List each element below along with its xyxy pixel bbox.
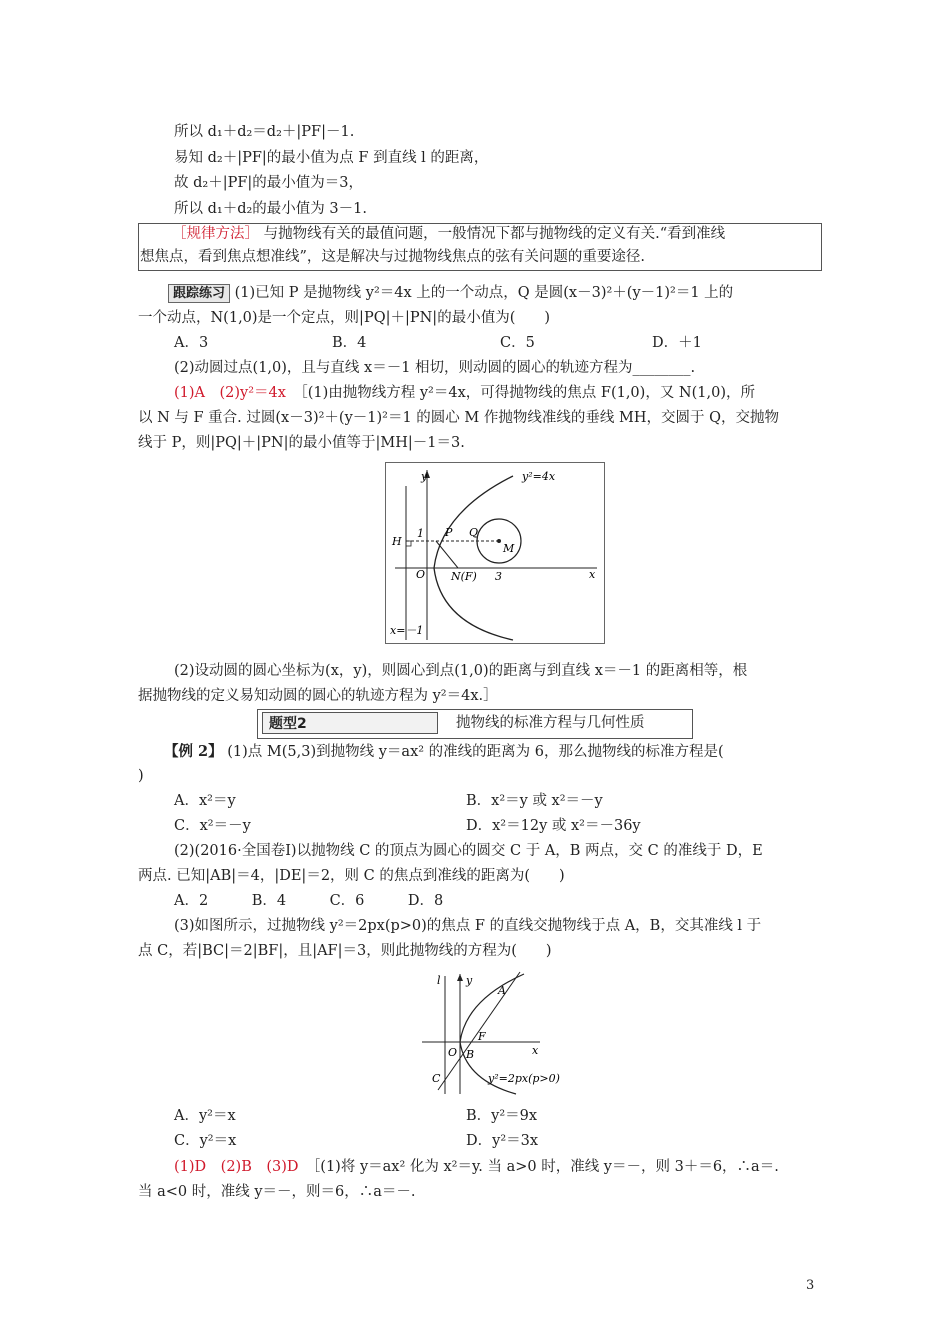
solution-text: ［(1)将 y＝ax² 化为 x²＝y. 当 a>0 时，准线 y＝－，则 3＋＝6，∴a＝. bbox=[313, 1159, 779, 1175]
option: C．x²＝－y bbox=[174, 818, 251, 834]
answer: (2)y²＝4x bbox=[219, 385, 286, 401]
origin-label: O bbox=[416, 568, 426, 581]
example-q3-line-1: (3)如图所示，过抛物线 y²＝2px(p>0)的焦点 F 的直线交抛物线于点 A，B，交其准线 l 于 bbox=[174, 918, 762, 934]
practice-solution-line-1 bbox=[174, 383, 755, 403]
practice-solution2-line-2: 据抛物线的定义易知动圆的圆心的轨迹方程为 y²＝4x.］ bbox=[138, 688, 498, 704]
method-text: 与抛物线有关的最值问题，一般情况下都与抛物线的定义有关.“看到准线 bbox=[259, 226, 726, 242]
page-number: 3 bbox=[806, 1278, 815, 1293]
text-line: 所以 d₁＋d₂的最小值为 3－1. bbox=[174, 201, 367, 217]
practice-solution-line-2: 以 N 与 F 重合. 过圆(x－3)²＋(y－1)²＝1 的圆心 M 作抛物线准线的垂线 MH，交圆于 Q，交抛物 bbox=[138, 410, 779, 426]
practice-q2: (2)动圆过点(1,0)，且与直线 x＝－1 相切，则动圆的圆心的轨迹方程为________. bbox=[174, 360, 696, 376]
example-q2-line-1: (2)(2016·全国卷Ⅰ)以抛物线 C 的顶点为圆心的圆交 C 于 A，B 两点，交 C 的准线于 D，E bbox=[174, 843, 763, 859]
y-axis-label: y bbox=[421, 470, 428, 483]
point-label-f: F bbox=[478, 1030, 486, 1043]
point-label-b: B bbox=[466, 1048, 475, 1061]
section-tag: 题型2 bbox=[262, 712, 438, 734]
practice-tag: 跟踪练习 bbox=[168, 284, 230, 303]
directrix-label: l bbox=[437, 974, 441, 987]
option: B．x²＝y 或 x²＝－y bbox=[466, 793, 603, 809]
tick-label: 3 bbox=[495, 570, 502, 583]
option: C．y²＝x bbox=[174, 1133, 237, 1149]
practice-line-1 bbox=[168, 283, 733, 303]
method-line-2: 想焦点，看到焦点想准线”，这是解决与过抛物线焦点的弦有关问题的重要途径. bbox=[140, 249, 646, 265]
option: D．y²＝3x bbox=[466, 1133, 539, 1149]
section-title: 抛物线的标准方程与几何性质 bbox=[456, 715, 645, 731]
example-line-1 bbox=[164, 742, 724, 762]
point-label-p: P bbox=[445, 526, 453, 539]
text-line: 故 d₂＋|PF|的最小值为＝3， bbox=[174, 175, 364, 191]
answer: (3)D bbox=[266, 1159, 299, 1175]
example-solution-line-1 bbox=[174, 1157, 779, 1177]
practice-solution-line-3: 线于 P，则|PQ|＋|PN|的最小值等于|MH|－1＝3. bbox=[138, 435, 465, 451]
method-label: ［规律方法］ bbox=[172, 226, 259, 242]
answer: (1)D bbox=[174, 1159, 207, 1175]
point-label-q: Q bbox=[469, 526, 479, 539]
practice-solution2-line-1: (2)设动圆的圆心坐标为(x，y)，则圆心到点(1,0)的距离与到直线 x＝－1 的距离相等，根 bbox=[174, 663, 748, 679]
curve-label: y²=4x bbox=[522, 470, 556, 483]
option: A．x²＝y bbox=[174, 793, 236, 809]
method-line-1 bbox=[172, 224, 725, 244]
option: A．3 bbox=[174, 335, 209, 351]
point-label-nf: N(F) bbox=[451, 570, 477, 583]
figure-parabola-focal-chord bbox=[420, 970, 570, 1096]
option: D．x²＝12y 或 x²＝－36y bbox=[466, 818, 641, 834]
x-axis-label: x bbox=[589, 568, 596, 581]
solution-text: ［(1)由抛物线方程 y²＝4x，可得抛物线的焦点 F(1,0)，又 N(1,0)，所 bbox=[300, 385, 755, 401]
directrix-label: x=－1 bbox=[390, 624, 424, 637]
option: A．y²＝x bbox=[174, 1108, 236, 1124]
example-line-2: ) bbox=[138, 768, 144, 784]
example-head: 【例 2】 bbox=[164, 743, 223, 760]
example-q2-line-2: 两点. 已知|AB|＝4，|DE|＝2，则 C 的焦点到准线的距离为( ) bbox=[138, 868, 565, 884]
x-axis-label: x bbox=[532, 1044, 539, 1057]
option: C．5 bbox=[500, 335, 535, 351]
option: B．y²＝9x bbox=[466, 1108, 538, 1124]
option: B．4 bbox=[332, 335, 367, 351]
figure-parabola-circle bbox=[385, 462, 605, 644]
practice-line-2: 一个动点，N(1,0)是一个定点，则|PQ|＋|PN|的最小值为( ) bbox=[138, 310, 551, 326]
point-label-h: H bbox=[392, 535, 402, 548]
answer: (2)B bbox=[220, 1159, 252, 1175]
point-label-a: A bbox=[498, 984, 506, 997]
point-label-m: M bbox=[503, 542, 515, 555]
answer: (1)A bbox=[174, 385, 206, 401]
question-text: (1)点 M(5,3)到抛物线 y＝ax² 的准线的距离为 6，那么抛物线的标准方程是( bbox=[222, 744, 724, 760]
option: D．＋1 bbox=[652, 335, 702, 351]
origin-label: O bbox=[448, 1046, 458, 1059]
example-solution-line-2: 当 a<0 时，准线 y＝－，则＝6，∴a＝－. bbox=[138, 1184, 416, 1200]
tick-label: 1 bbox=[417, 527, 424, 540]
example-q2-options: A．2 B．4 C．6 D．8 bbox=[174, 893, 444, 909]
example-q3-line-2: 点 C，若|BC|＝2|BF|，且|AF|＝3，则此抛物线的方程为( ) bbox=[138, 943, 552, 959]
text-line: 所以 d₁＋d₂＝d₂＋|PF|－1. bbox=[174, 124, 355, 140]
text-line: 易知 d₂＋|PF|的最小值为点 F 到直线 l 的距离， bbox=[174, 150, 489, 166]
point-label-c: C bbox=[432, 1072, 441, 1085]
question-text: (1)已知 P 是抛物线 y²＝4x 上的一个动点，Q 是圆(x－3)²＋(y－1)²＝1 上的 bbox=[234, 285, 734, 301]
y-axis-label: y bbox=[466, 974, 473, 987]
curve-label: y²=2px(p>0) bbox=[488, 1072, 560, 1085]
